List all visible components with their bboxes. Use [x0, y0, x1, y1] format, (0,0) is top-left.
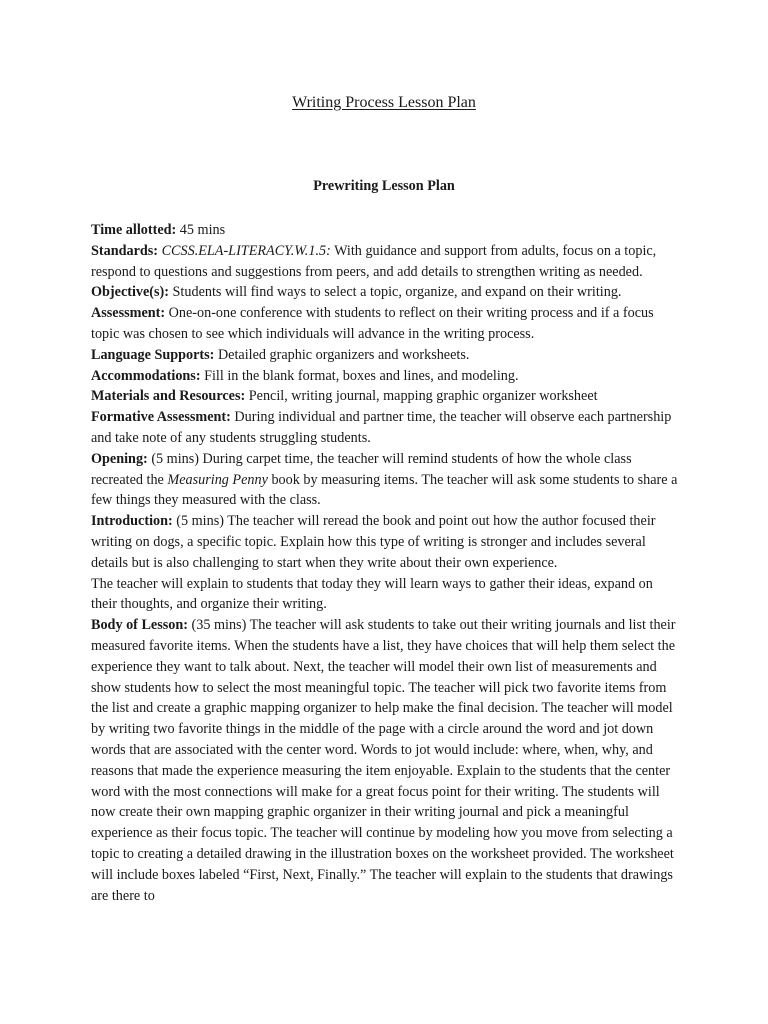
standards-code: CCSS.ELA-LITERACY.W.1.5:: [161, 242, 331, 259]
formative-assessment-text: During individual and partner time, the teacher will observe each partnership and take note of any students struggling students.: [91, 409, 672, 446]
lesson-plan-body: [91, 220, 679, 906]
opening-field: [91, 449, 679, 511]
materials-text: Pencil, writing journal, mapping graphic organizer worksheet: [245, 388, 598, 405]
introduction-field: [91, 511, 679, 573]
materials-label: Materials and Resources:: [91, 388, 246, 405]
section-title: Prewriting Lesson Plan: [313, 178, 455, 194]
standards-label: Standards:: [91, 242, 159, 259]
introduction-text: (5 mins) The teacher will reread the book and point out how the author focused their writing on dogs, a specific topic. Explain how this type of writing is stronger and includes several details but is also challenging to start when they write about their own experience.: [91, 513, 656, 571]
accommodations-text: Fill in the blank format, boxes and lines, and modeling.: [200, 367, 519, 384]
assessment-label: Assessment:: [91, 305, 166, 322]
assessment-text: One-on-one conference with students to reflect on their writing process and if a focus topic was chosen to see which individuals will advance in the writing process.: [91, 305, 654, 342]
opening-text-before: (5 mins) During carpet time, the teacher will remind students of how the whole class recreated the: [91, 450, 632, 488]
opening-book-title: Measuring Penny: [167, 471, 268, 488]
language-supports-label: Language Supports:: [91, 346, 215, 363]
accommodations-label: Accommodations:: [91, 367, 201, 384]
language-supports-text: Detailed graphic organizers and worksheets.: [214, 346, 470, 363]
language-supports-field: [91, 345, 679, 366]
objectives-field: [91, 282, 679, 303]
accommodations-field: [91, 366, 679, 387]
time-allotted-label: Time allotted:: [91, 222, 177, 238]
time-allotted-field: [91, 220, 679, 241]
body-of-lesson-text: (35 mins) The teacher will ask students to take out their writing journals and list their measured favorite items. When the students have a list, they have choices that will help them select the experience they want to talk about. Next, the teacher will model their own list of measurements and show students how to select the most meaningful topic. The teacher will pick two favorite items from the list and create a graphic mapping organizer to help make the final decision. The teacher will model by writing two favorite things in the middle of the page with a circle around the word and jot down words that are associated with the center word. Words to jot would include: where, when, why, and reasons that made the experience measuring the item enjoyable. Explain to the students that the center word with the most connections will make for a great focus point for their writing. The students will now create their own mapping graphic organizer in their writing journal and pick a meaningful experience as their focus topic. The teacher will continue by modeling how you move from selecting a topic to creating a detailed drawing in the illustration boxes on the worksheet provided. The worksheet will include boxes labeled “First, Next, Finally.” The teacher will explain to the students that drawings are there to: [91, 617, 676, 904]
opening-text-after: book by measuring items. The teacher will ask some students to share a few things they measured with the class.: [91, 471, 678, 509]
introduction-continuation: The teacher will explain to students that today they will learn ways to gather their ideas, expand on their thoughts, and organize their writing.: [91, 575, 653, 613]
formative-assessment-label: Formative Assessment:: [91, 409, 231, 426]
body-of-lesson-field: [91, 615, 679, 906]
introduction-label: Introduction:: [91, 513, 173, 530]
opening-label: Opening:: [91, 450, 148, 467]
objectives-text: Students will find ways to select a topic, organize, and expand on their writing.: [169, 284, 622, 301]
standards-text: With guidance and support from adults, focus on a topic, respond to questions and suggestions from peers, and add details to strengthen writing as needed.: [91, 242, 657, 280]
body-of-lesson-label: Body of Lesson:: [91, 617, 188, 634]
materials-field: [91, 386, 679, 407]
assessment-field: [91, 303, 679, 345]
document-title: Writing Process Lesson Plan: [292, 94, 476, 111]
time-allotted-value: 45 mins: [176, 222, 226, 238]
objectives-label: Objective(s):: [91, 284, 169, 301]
formative-assessment-field: [91, 407, 679, 449]
standards-field: [91, 241, 679, 283]
